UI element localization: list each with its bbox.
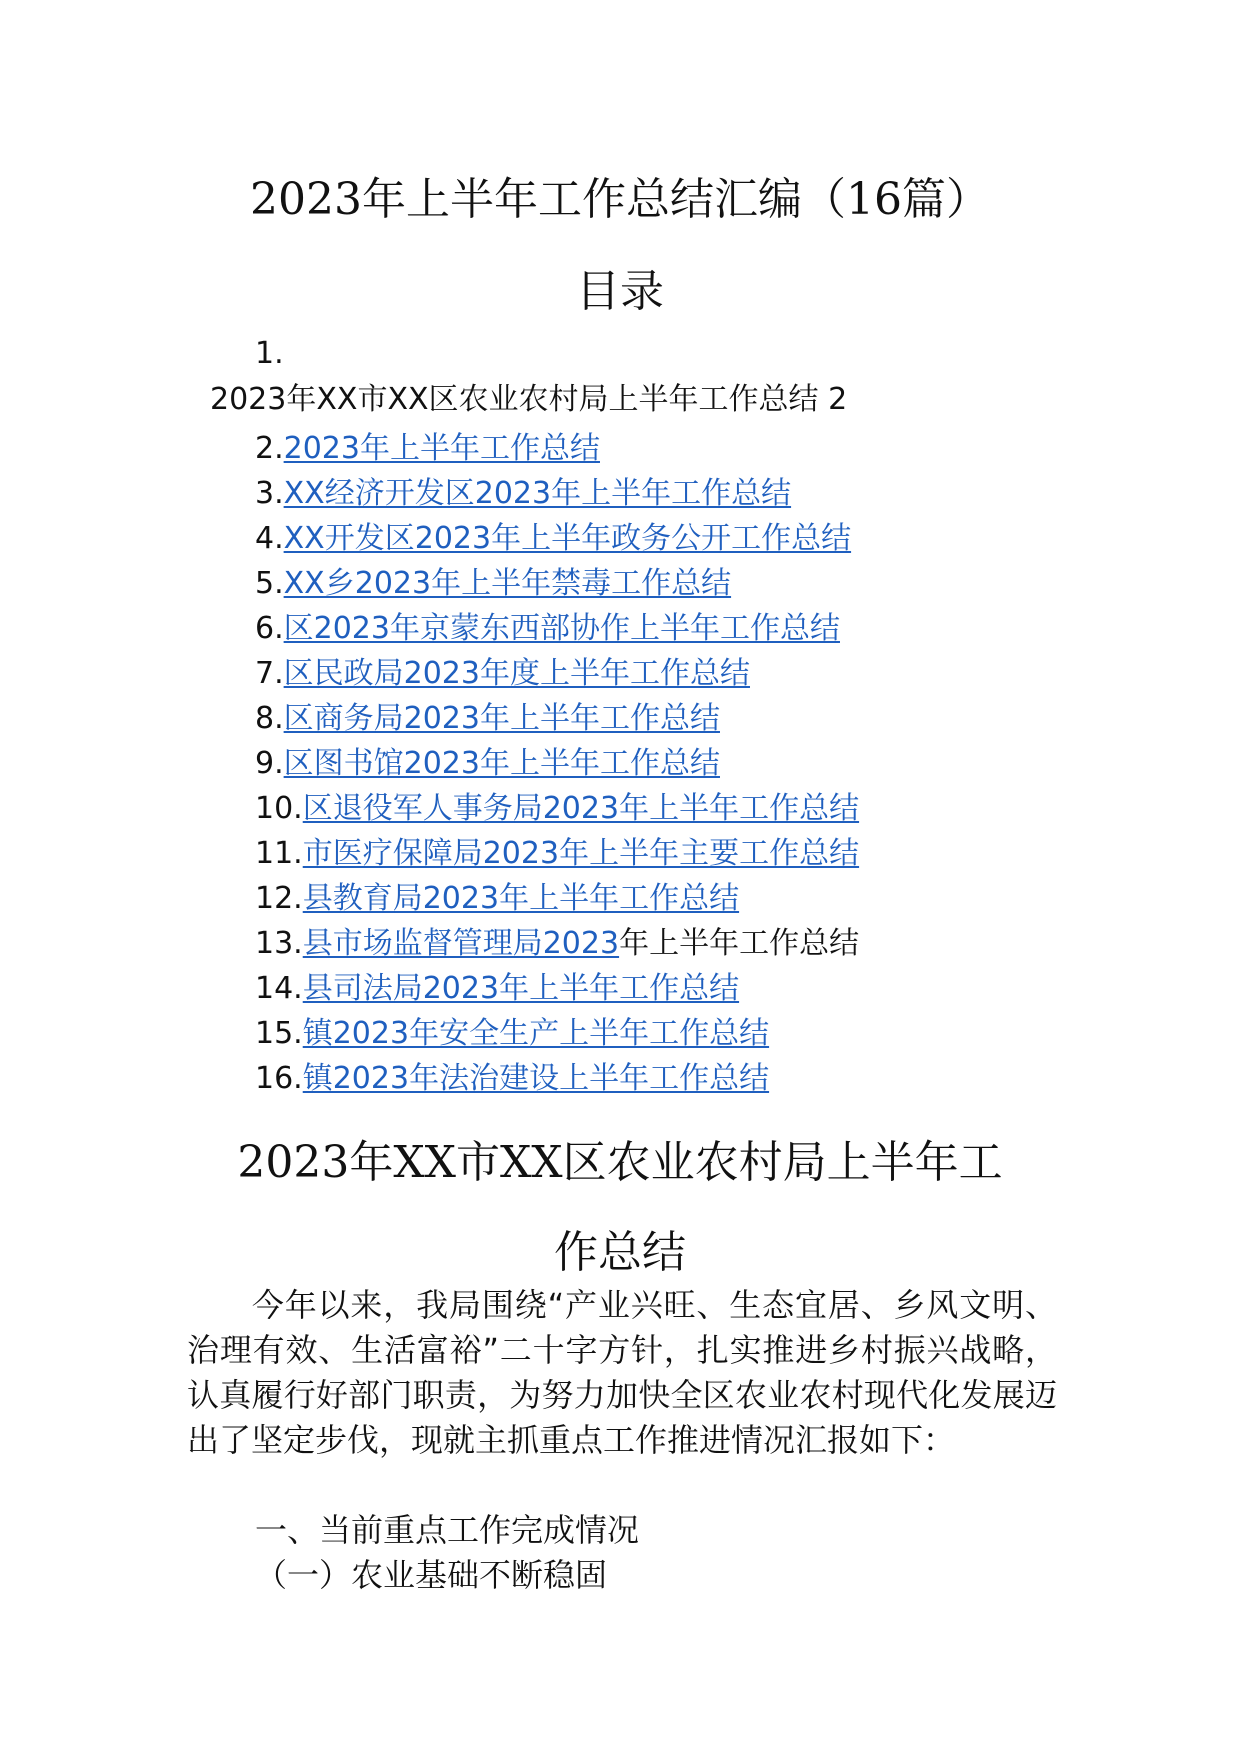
toc-item-number: 2. [255,431,284,466]
toc-item-link[interactable]: 镇2023年法治建设上半年工作总结 [302,1061,770,1096]
toc-item-number: 10. [255,791,303,826]
toc-item-link[interactable]: 区2023年京蒙东西部协作上半年工作总结 [283,611,840,646]
toc-item [255,696,859,741]
toc-item [255,426,859,471]
toc-item-number: 14. [255,971,303,1006]
toc-item-1-number: 1. [255,336,284,371]
toc-item-number: 11. [255,836,303,871]
intro-paragraph-text: 今年以来，我局围绕“产业兴旺、生态宜居、乡风文明、治理有效、生活富裕”二十字方针，扎实推进乡村振兴战略，认真履行好部门职责，为努力加快全区农业农村现代化发展迈出了坚定步伐，现就主抓重点工作推进情况汇报如下： [187,1286,1057,1459]
toc-list [255,426,859,1101]
section-title [0,1118,1240,1298]
toc-item [255,966,859,1011]
toc-item-link[interactable]: XX开发区2023年上半年政务公开工作总结 [283,521,852,556]
toc-item [255,606,859,651]
toc-item [255,786,859,831]
intro-paragraph [187,1283,1057,1463]
toc-item [255,471,859,516]
toc-item-link[interactable]: 区图书馆2023年上半年工作总结 [283,746,720,781]
toc-item [255,1056,859,1101]
toc-item [255,651,859,696]
toc-item [255,876,859,921]
heading-level-1: 一、当前重点工作完成情况 [255,1511,640,1549]
toc-item-number: 9. [255,746,284,781]
toc-item-number: 13. [255,926,303,961]
document-title: 2023年上半年工作总结汇编（16篇） [250,174,990,225]
toc-item-link[interactable]: 市医疗保障局2023年上半年主要工作总结 [302,836,860,871]
toc-item-link[interactable]: 县司法局2023年上半年工作总结 [302,971,740,1006]
toc-item-link[interactable]: 镇2023年安全生产上半年工作总结 [302,1016,770,1051]
toc-item-link[interactable]: 县教育局2023年上半年工作总结 [302,881,740,916]
toc-item [255,741,859,786]
toc-item-link[interactable]: 区民政局2023年度上半年工作总结 [283,656,750,691]
section-title-line2: 作总结 [554,1227,686,1278]
toc-item [255,1011,859,1056]
toc-item-number: 5. [255,566,284,601]
toc-item-link[interactable]: XX乡2023年上半年禁毒工作总结 [283,566,732,601]
toc-item-number: 4. [255,521,284,556]
toc-item-number: 8. [255,701,284,736]
heading-level-2: （一）农业基础不断稳固 [255,1556,608,1594]
toc-item [255,561,859,606]
toc-item-1-text: 2023年XX市XX区农业农村局上半年工作总结 2 [210,382,848,417]
toc-item-number: 3. [255,476,284,511]
toc-item-link[interactable]: XX经济开发区2023年上半年工作总结 [283,476,792,511]
toc-item-link[interactable]: 县市场监督管理局2023 [302,926,620,961]
toc-item-number: 16. [255,1061,303,1096]
toc-heading: 目录 [576,266,664,317]
toc-item-tail: 年上半年工作总结 [619,926,860,961]
toc-item-number: 15. [255,1016,303,1051]
toc-item-number: 7. [255,656,284,691]
toc-item-link[interactable]: 区商务局2023年上半年工作总结 [283,701,720,736]
section-title-line1: 2023年XX市XX区农业农村局上半年工 [237,1137,1003,1188]
toc-item [255,516,859,561]
toc-item [255,831,859,876]
toc-item-link[interactable]: 2023年上半年工作总结 [283,431,600,466]
toc-item-link[interactable]: 区退役军人事务局2023年上半年工作总结 [302,791,860,826]
toc-item-number: 12. [255,881,303,916]
toc-item [255,921,859,966]
toc-item-number: 6. [255,611,284,646]
